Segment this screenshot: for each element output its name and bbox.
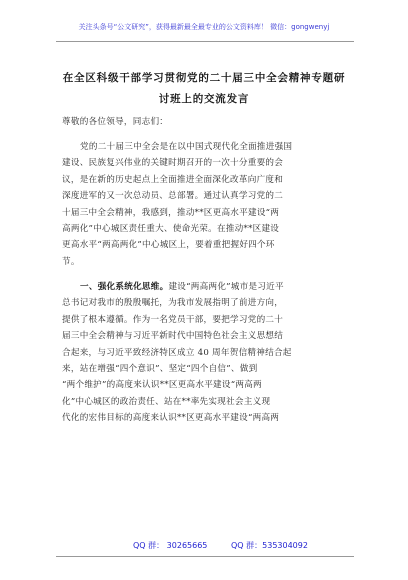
footer-qq-group-1: QQ 群： 30265665 [133, 541, 208, 550]
paragraph-line: 十届三中全会精神，我感到，推动**区更高水平建设“两 [62, 207, 280, 218]
paragraph-line: 总书记对我市的殷殷嘱托，为我市发展指明了前进方向， [62, 298, 284, 309]
footer-qq-group-2: QQ 群：535304092 [231, 541, 308, 550]
paragraph-2 [62, 279, 352, 427]
paragraph-1 [62, 139, 352, 270]
paragraph-line: 更高水平“两高两化”中心城区上，要着重把握好四个环 [62, 240, 275, 251]
paragraph-line: 党的二十届三中全会是在以中国式现代化全面推进强国 [80, 142, 293, 152]
header-divider [56, 41, 354, 42]
document-title-line-1: 在全区科级干部学习贯彻党的二十届三中全会精神专题研 [62, 72, 346, 84]
paragraph-line: 节。 [62, 256, 80, 267]
paragraph-line: 高两化”中心城区责任重大、使命光荣。在推动**区建设 [62, 224, 280, 235]
paragraph-line: “两个维护”的高度来认识**区更高水平建设“两高两 [62, 380, 262, 391]
paragraph-line: 来，站在增强“四个意识”、坚定“四个自信”、做到 [62, 364, 258, 375]
paragraph-line: 建设、民族复兴伟业的关键时期召开的一次十分重要的会 [62, 158, 284, 169]
paragraph-2-opening: 建设“两高两化”城市是习近平 [168, 282, 284, 292]
paragraph-line: 合起来，与习近平致经济特区成立 40 周年贺信精神结合起 [62, 347, 292, 358]
paragraph-line: 议，是在新的历史起点上全面推进全面深化改革向广度和 [62, 174, 284, 185]
paragraph-line: 化”中心城区的政治责任、站在**率先实现社会主义现 [62, 396, 271, 407]
paragraph-line: 提供了根本遵循。作为一名党员干部，要把学习党的二十 [62, 314, 284, 325]
paragraph-line [62, 279, 352, 295]
section-1-heading: 一、强化系统化思维。 [80, 282, 169, 292]
salutation-block [62, 114, 352, 130]
paragraph-line: 届三中全会精神与习近平新时代中国特色社会主义思想结 [62, 331, 284, 342]
document-title-line-2: 讨班上的交流发言 [158, 93, 250, 105]
salutation: 尊敬的各位领导，同志们： [62, 117, 169, 127]
paragraph-line: 代化的宏伟目标的高度来认识**区更高水平建设“两高两 [62, 413, 280, 424]
header-banner: 关注头条号“公文研究”，获得最新最全最专业的公文资料库！ 微信：gongwenyj [78, 23, 330, 31]
footer-divider [56, 556, 354, 557]
paragraph-line: 深度进军的又一次总动员、总部署。通过认真学习党的二 [62, 191, 284, 202]
